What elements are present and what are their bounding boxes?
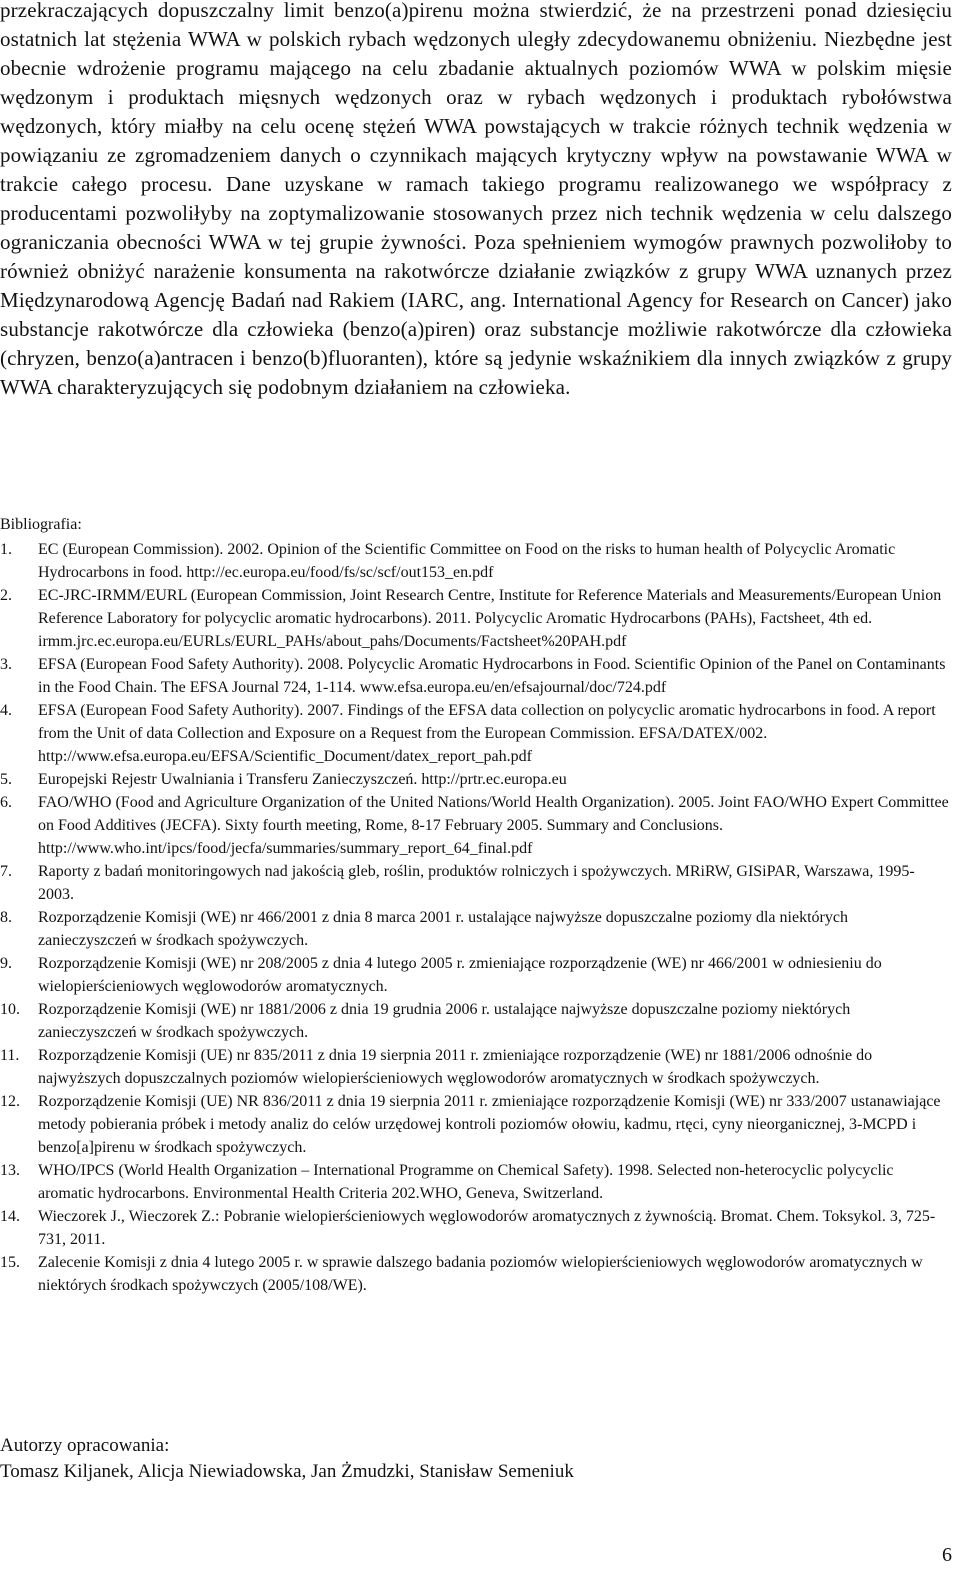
bibliography-item-text: Rozporządzenie Komisji (WE) nr 208/2005 z dnia 4 lutego 2005 r. zmieniające rozporządzenie (WE) nr 466/2001 w odniesieniu do wielopierścieniowych węglowodorów aromatycznych.	[38, 955, 882, 995]
bibliography-item	[0, 1251, 950, 1297]
bibliography-item-text: EFSA (European Food Safety Authority). 2007. Findings of the EFSA data collection on polycyclic aromatic hydrocarbons in food. A report from the Unit of data Collection and Exposure on a Request from the European Commission. EFSA/DATEX/002. http://www.efsa.europa.eu/EFSA/Scientific_Document/datex_report_pah.pdf	[38, 702, 936, 765]
bibliography-item-text: WHO/IPCS (World Health Organization – International Programme on Chemical Safety). 1998. Selected non-heterocyclic polycyclic aromatic hydrocarbons. Environmental Health Criteria 202.WHO, Geneva, Switzerland.	[38, 1162, 894, 1202]
bibliography-item	[0, 1159, 950, 1205]
authors-title: Autorzy opracowania:	[0, 1435, 170, 1456]
bibliography-item-number: 2.	[0, 587, 12, 604]
bibliography-item	[0, 1090, 950, 1159]
bibliography-item	[0, 699, 950, 768]
bibliography-item	[0, 538, 950, 584]
bibliography-item-number: 13.	[0, 1162, 20, 1179]
bibliography-item	[0, 906, 950, 952]
bibliography-item-number: 14.	[0, 1208, 20, 1225]
bibliography-item	[0, 998, 950, 1044]
bibliography-item-text: EC (European Commission). 2002. Opinion of the Scientific Committee on Food on the risks to human health of Polycyclic Aromatic Hydrocarbons in food. http://ec.europa.eu/food/fs/sc/scf/out153_en.pdf	[38, 541, 896, 581]
bibliography-item	[0, 860, 950, 906]
bibliography-item	[0, 653, 950, 699]
bibliography-title: Bibliografia:	[0, 516, 82, 533]
bibliography-item-number: 11.	[0, 1047, 20, 1064]
body-paragraph: przekraczających dopuszczalny limit benzo(a)pirenu można stwierdzić, że na przestrzeni ponad dziesięciu ostatnich lat stężenia WWA w polskich rybach wędzonych uległy zdecydowanemu obniżeniu. Niezbędne jest obecnie wdrożenie programu mającego na celu zbadanie aktualnych poziomów WWA w polskim mięsie wędzonym i produktach mięsnych wędzonych oraz w rybach wędzonych i produktach rybołówstwa wędzonych, który miałby na celu ocenę stężeń WWA powstających w trakcie różnych technik wędzenia w powiązaniu ze zgromadzeniem danych o czynnikach mających krytyczny wpływ na powstawanie WWA w trakcie całego procesu. Dane uzyskane w ramach takiego programu realizowanego we współpracy z producentami pozwoliłyby na zoptymalizowanie stosowanych przez nich technik wędzenia w celu dalszego ograniczania obecności WWA w tej grupie żywności. Poza spełnieniem wymogów prawnych pozwoliłoby to również obniżyć narażenie konsumenta na rakotwórcze działanie związków z grupy WWA uznanych przez Międzynarodową Agencję Badań nad Rakiem (IARC, ang. International Agency for Research on Cancer) jako substancje rakotwórcze dla człowieka (benzo(a)piren) oraz substancje możliwie rakotwórcze dla człowieka (chryzen, benzo(a)antracen i benzo(b)fluoranten), które są jedynie wskaźnikiem dla innych związków z grupy WWA charakteryzujących się podobnym działaniem na człowieka.	[0, 0, 952, 399]
bibliography-item-text: Europejski Rejestr Uwalniania i Transferu Zanieczyszczeń. http://prtr.ec.europa.eu	[38, 771, 567, 788]
bibliography-item-text: Rozporządzenie Komisji (WE) nr 466/2001 z dnia 8 marca 2001 r. ustalające najwyższe dopuszczalne poziomy dla niektórych zanieczyszczeń w środkach spożywczych.	[38, 909, 848, 949]
bibliography-item-text: Wieczorek J., Wieczorek Z.: Pobranie wielopierścieniowych węglowodorów aromatycznych z żywnością. Bromat. Chem. Toksykol. 3, 725-731, 2011.	[38, 1208, 936, 1248]
page-number: 6	[942, 1544, 952, 1566]
bibliography-item	[0, 584, 950, 653]
bibliography-item-text: Raporty z badań monitoringowych nad jakością gleb, roślin, produktów rolniczych i spożywczych. MRiRW, GISiPAR, Warszawa, 1995-2003.	[38, 863, 915, 903]
bibliography-list	[0, 538, 950, 1297]
bibliography-item-text: EFSA (European Food Safety Authority). 2008. Polycyclic Aromatic Hydrocarbons in Food. Scientific Opinion of the Panel on Contaminants in the Food Chain. The EFSA Journal 724, 1-114. www.efsa.europa.eu/en/efsajournal/doc/724.pdf	[38, 656, 946, 696]
bibliography-item	[0, 791, 950, 860]
bibliography-item	[0, 952, 950, 998]
bibliography-item-number: 9.	[0, 955, 12, 972]
bibliography-item-text: Rozporządzenie Komisji (UE) nr 835/2011 z dnia 19 sierpnia 2011 r. zmieniające rozporządzenie (WE) nr 1881/2006 odnośnie do najwyższych dopuszczalnych poziomów wielopierścieniowych węglowodorów aromatycznych w środkach spożywczych.	[38, 1047, 873, 1087]
bibliography-item-text: Rozporządzenie Komisji (WE) nr 1881/2006 z dnia 19 grudnia 2006 r. ustalające najwyższe dopuszczalne poziomy niektórych zanieczyszczeń w środkach spożywczych.	[38, 1001, 851, 1041]
bibliography-item-number: 10.	[0, 1001, 20, 1018]
bibliography-item-text: EC-JRC-IRMM/EURL (European Commission, Joint Research Centre, Institute for Reference Materials and Measurements/European Union Reference Laboratory for polycyclic aromatic hydrocarbons). 2011. Polycyclic Aromatic Hydrocarbons (PAHs), Factsheet, 4th ed. irmm.jrc.ec.europa.eu/EURLs/EURL_PAHs/about_pahs/Documents/Factsheet%20PAH.pdf	[38, 587, 942, 650]
authors-names: Tomasz Kiljanek, Alicja Niewiadowska, Jan Żmudzki, Stanisław Semeniuk	[0, 1461, 574, 1482]
bibliography-item	[0, 768, 950, 791]
bibliography-item-number: 4.	[0, 702, 12, 719]
bibliography-item-text: Rozporządzenie Komisji (UE) NR 836/2011 z dnia 19 sierpnia 2011 r. zmieniające rozporządzenie Komisji (WE) nr 333/2007 ustanawiające metody pobierania próbek i metody analiz do celów urzędowej kontroli poziomów ołowiu, kadmu, rtęci, cyny nieorganicznej, 3-MCPD i benzo[a]pirenu w środkach spożywczych.	[38, 1093, 941, 1156]
bibliography-item-text: Zalecenie Komisji z dnia 4 lutego 2005 r. w sprawie dalszego badania poziomów wielopierścieniowych węglowodorów aromatycznych w niektórych środkach spożywczych (2005/108/WE).	[38, 1254, 923, 1294]
bibliography-item	[0, 1044, 950, 1090]
bibliography-item-number: 1.	[0, 541, 12, 558]
bibliography-item-number: 3.	[0, 656, 12, 673]
bibliography-item-number: 7.	[0, 863, 12, 880]
bibliography-item-number: 8.	[0, 909, 12, 926]
bibliography-item-number: 15.	[0, 1254, 20, 1271]
bibliography-item-text: FAO/WHO (Food and Agriculture Organization of the United Nations/World Health Organization). 2005. Joint FAO/WHO Expert Committee on Food Additives (JECFA). Sixty fourth meeting, Rome, 8-17 February 2005. Summary and Conclusions. http://www.who.int/ipcs/food/jecfa/summaries/summary_report_64_final.pdf	[38, 794, 949, 857]
bibliography-item-number: 5.	[0, 771, 12, 788]
bibliography-item	[0, 1205, 950, 1251]
bibliography-item-number: 6.	[0, 794, 12, 811]
bibliography-item-number: 12.	[0, 1093, 20, 1110]
